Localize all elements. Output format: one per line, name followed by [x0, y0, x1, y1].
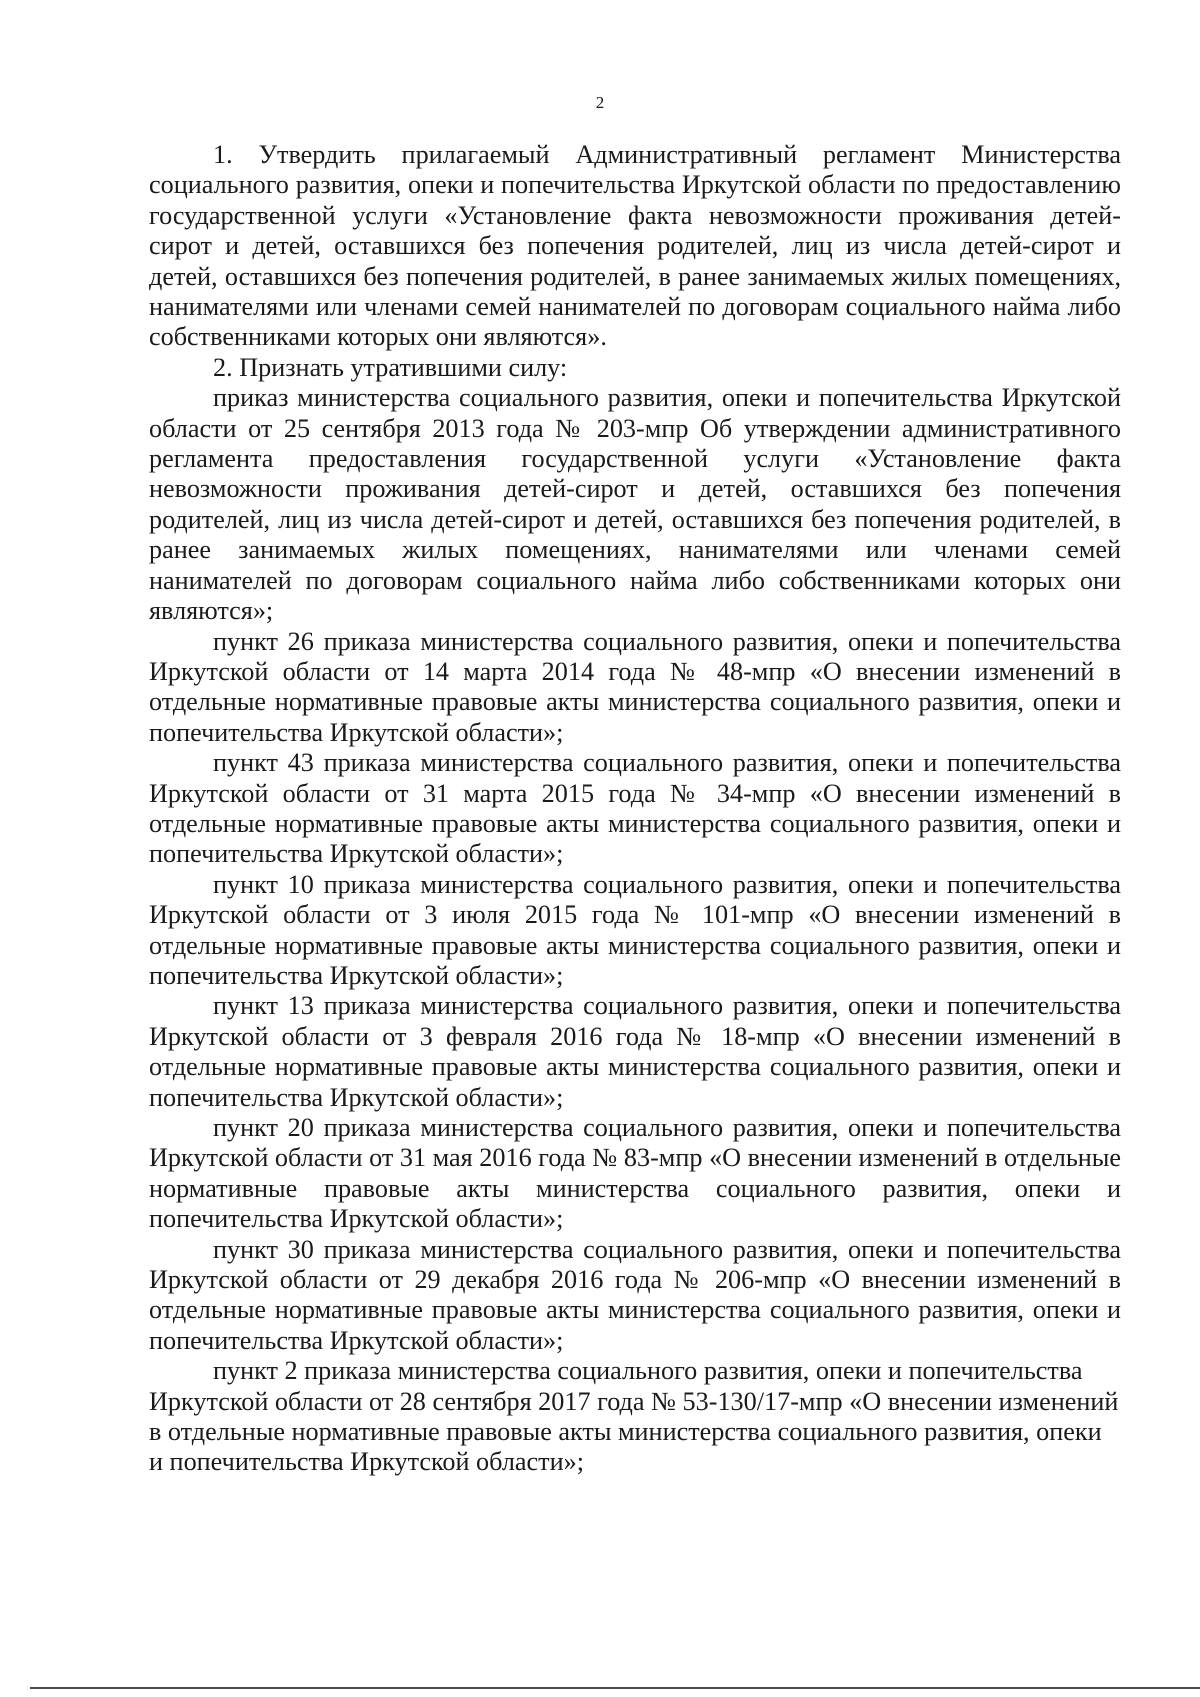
paragraph-order-203: приказ министерства социального развития, опеки и попечительства Иркутской области от 25 сентября 2013 года № 203-мпр Об утверждении административного регламента предоставления государственной услуги «Установление факта невозможности проживания детей-сирот и детей, оставшихся без попечения родителей, лиц из числа детей-сирот и детей, оставшихся без попечения родителей, в ранее занимаемых жилых помещениях, нанимателями или членами семей нанимателей по договорам социального найма либо собственниками которых они являются»;	[149, 383, 1121, 626]
document-body	[149, 140, 1121, 1478]
paragraph-item-10: пункт 10 приказа министерства социального развития, опеки и попечительства Иркутской области от 3 июля 2015 года № 101-мпр «О внесении изменений в отдельные нормативные правовые акты министерства социального развития, опеки и попечительства Иркутской области»;	[149, 869, 1121, 990]
paragraph-item-30: пункт 30 приказа министерства социального развития, опеки и попечительства Иркутской области от 29 декабря 2016 года № 206-мпр «О внесении изменений в отдельные нормативные правовые акты министерства социального развития, опеки и попечительства Иркутской области»;	[149, 1234, 1121, 1355]
paragraph-item-20: пункт 20 приказа министерства социального развития, опеки и попечительства Иркутской области от 31 мая 2016 года № 83-мпр «О внесении изменений в отдельные нормативные правовые акты министерства социального развития, опеки и попечительства Иркутской области»;	[149, 1113, 1121, 1234]
paragraph-item-43: пункт 43 приказа министерства социального развития, опеки и попечительства Иркутской области от 31 марта 2015 года № 34-мпр «О внесении изменений в отдельные нормативные правовые акты министерства социального развития, опеки и попечительства Иркутской области»;	[149, 748, 1121, 869]
page-bottom-rule	[30, 1687, 1200, 1689]
page-number: 2	[595, 93, 605, 112]
paragraph-item-26: пункт 26 приказа министерства социального развития, опеки и попечительства Иркутской области от 14 марта 2014 года № 48-мпр «О внесении изменений в отдельные нормативные правовые акты министерства социального развития, опеки и попечительства Иркутской области»;	[149, 626, 1121, 747]
paragraph-item-13: пункт 13 приказа министерства социального развития, опеки и попечительства Иркутской области от 3 февраля 2016 года № 18-мпр «О внесении изменений в отдельные нормативные правовые акты министерства социального развития, опеки и попечительства Иркутской области»;	[149, 991, 1121, 1112]
paragraph-approve-regulation: 1. Утвердить прилагаемый Административный регламент Министерства социального развития, опеки и попечительства Иркутской области по предоставлению государственной услуги «Установление факта невозможности проживания детей-сирот и детей, оставшихся без попечения родителей, лиц из числа детей-сирот и детей, оставшихся без попечения родителей, в ранее занимаемых жилых помещениях, нанимателями или членами семей нанимателей по договорам социального найма либо собственниками которых они являются».	[149, 140, 1121, 352]
paragraph-declare-invalid: 2. Признать утратившими силу:	[213, 352, 568, 382]
paragraph-item-2: пункт 2 приказа министерства социального развития, опеки и попечительства Иркутской области от 28 сентября 2017 года № 53-130/17-мпр «О внесении изменений в отдельные нормативные правовые акты министерства социального развития, опеки и попечительства Иркутской области»;	[149, 1356, 1119, 1477]
